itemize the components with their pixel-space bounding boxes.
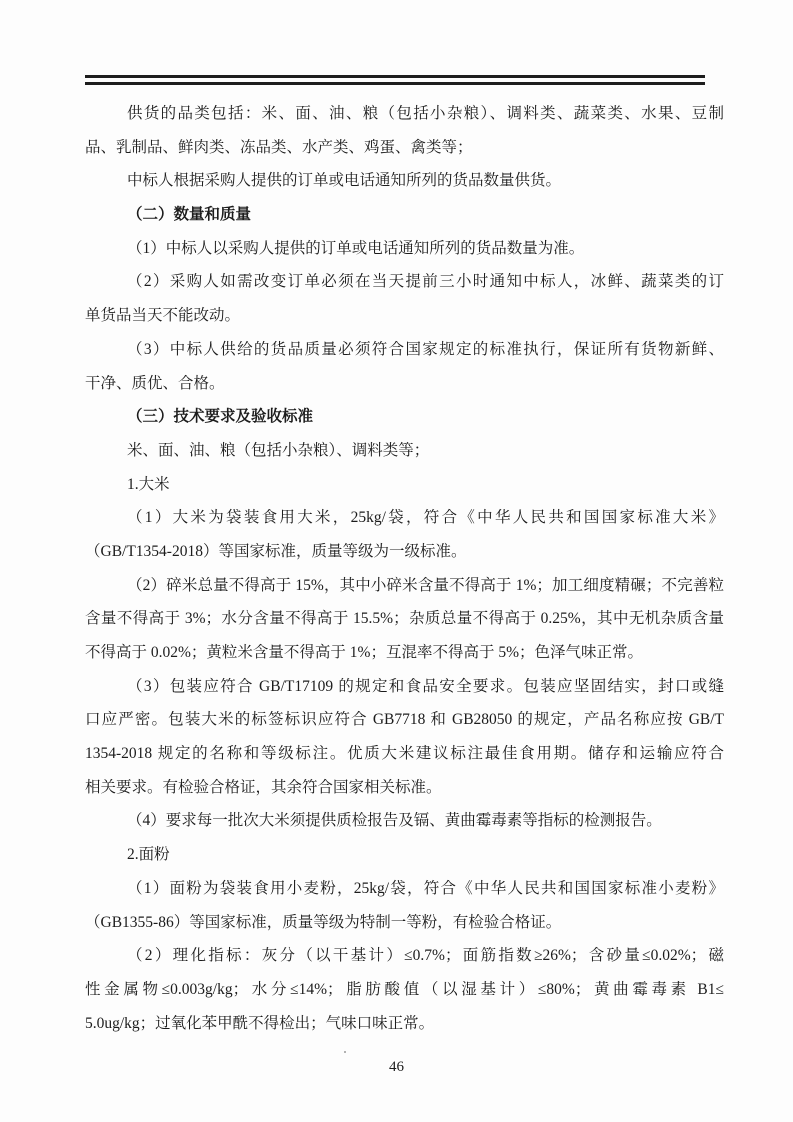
text-line: （1）中标人以采购人提供的订单或电话通知所列的货品数量为准。 — [127, 239, 585, 257]
text-line: 品、乳制品、鲜肉类、冻品类、水产类、鸡蛋、禽类等； — [85, 138, 473, 156]
text-line: （三）技术要求及验收标准 — [127, 408, 314, 426]
paragraph — [85, 333, 724, 400]
text-line: 干净、质优、合格。 — [85, 374, 225, 392]
text-line: （4）要求每一批次大米须提供质检报告及镉、黄曲霉毒素等指标的检测报告。 — [127, 812, 662, 830]
text-line: （1）面粉为袋装食用小麦粉，25kg/袋，符合《中华人民共和国国家标准小麦粉》 — [127, 879, 724, 897]
paragraph — [85, 939, 724, 1040]
paragraph — [85, 434, 724, 468]
paragraph — [85, 232, 724, 266]
text-line: 1354-2018 规定的名称和等级标注。优质大米建议标注最佳食用期。储存和运输应符合 — [85, 745, 724, 763]
paragraph — [85, 164, 724, 198]
text-line: 5.0ug/kg；过氧化苯甲酰不得检出；气味口味正常。 — [85, 1014, 435, 1032]
text-line: （2）理化指标：灰分（以干基计）≤0.7%；面筋指数≥26%；含砂量≤0.02%；磁 — [127, 947, 724, 965]
section-heading — [85, 400, 724, 434]
page-number: 46 — [389, 1059, 404, 1075]
document-body — [85, 97, 724, 1040]
text-line: （二）数量和质量 — [127, 206, 252, 224]
text-line: 1.大米 — [127, 475, 170, 493]
text-line: 不得高于 0.02%；黄粒米含量不得高于 1%；互混率不得高于 5%；色泽气味正常。 — [85, 644, 643, 661]
paragraph — [85, 804, 724, 838]
text-line: （3）包装应符合 GB/T17109 的规定和食品安全要求。包装应坚固结实，封口或缝 — [127, 677, 724, 695]
paragraph — [85, 265, 724, 332]
text-line: 单货品当天不能改动。 — [85, 307, 241, 325]
text-line: 口应严密。包装大米的标签标识应符合 GB7718 和 GB28050 的规定，产品名称应按 GB/T — [85, 711, 724, 729]
text-line: 2.面粉 — [127, 846, 170, 864]
text-line: 米、面、油、粮（包括小杂粮）、调料类等； — [127, 441, 430, 459]
paragraph — [85, 670, 724, 805]
text-line: （3）中标人供给的货品质量必须符合国家规定的标准执行，保证所有货物新鲜、 — [127, 340, 724, 358]
text-line: （GB1355-86）等国家标准，质量等级为特制一等粉，有检验合格证。 — [85, 913, 562, 931]
text-line: 性金属物≤0.003g/kg；水分≤14%；脂肪酸值（以湿基计）≤80%；黄曲霉毒素 B1≤ — [85, 980, 724, 998]
text-line: （1）大米为袋装食用大米，25kg/袋，符合《中华人民共和国国家标准大米》 — [127, 509, 724, 527]
text-line: （GB/T1354-2018）等国家标准，质量等级为一级标准。 — [85, 542, 467, 560]
text-line: （2）采购人如需改变订单必须在当天提前三小时通知中标人，冰鲜、蔬菜类的订 — [127, 273, 724, 291]
text-line: （2）碎米总量不得高于 15%，其中小碎米含量不得高于 1%；加工细度精碾；不完善粒 — [127, 576, 724, 594]
scan-speck — [344, 1051, 346, 1053]
paragraph — [85, 501, 724, 568]
paragraph — [85, 97, 724, 164]
text-line: 供货的品类包括：米、面、油、粮（包括小杂粮）、调料类、蔬菜类、水果、豆制 — [127, 105, 724, 122]
paragraph — [85, 569, 724, 670]
section-heading — [85, 198, 724, 232]
text-line: 中标人根据采购人提供的订单或电话通知所列的货品数量供货。 — [127, 172, 562, 190]
text-line: 含量不得高于 3%；水分含量不得高于 15.5%；杂质总量不得高于 0.25%，其中无机杂质含量 — [85, 610, 724, 628]
paragraph — [85, 838, 724, 872]
paragraph — [85, 872, 724, 939]
paragraph — [85, 468, 724, 502]
header-double-rule — [85, 75, 705, 85]
text-line: 相关要求。有检验合格证，其余符合国家相关标准。 — [85, 778, 442, 796]
